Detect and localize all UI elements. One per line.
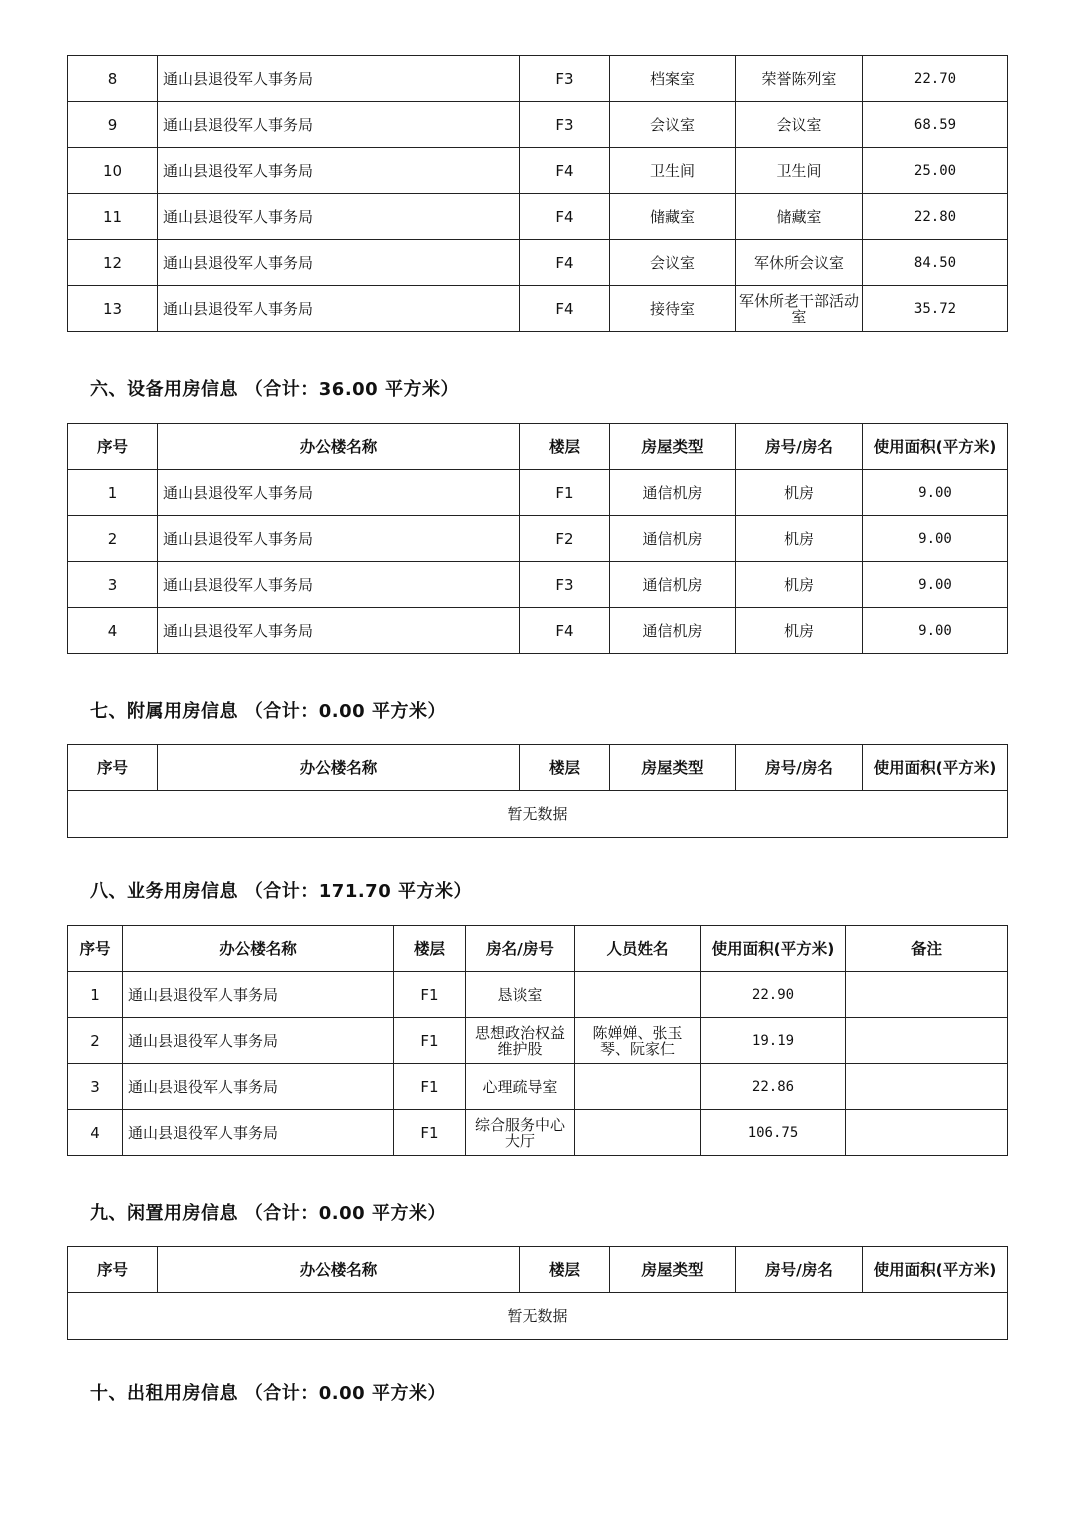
cell-building: 通山县退役军人事务局 (123, 1018, 394, 1064)
section-heading-ancillary: 七、附属用房信息 （合计：0.00 平方米） (90, 701, 446, 722)
header-floor: 楼层 (520, 424, 610, 470)
cell-area: 25.00 (863, 148, 1008, 194)
header-index: 序号 (68, 1247, 158, 1293)
cell-room-name: 综合服务中心大厅 (466, 1110, 575, 1156)
cell-floor: F3 (520, 102, 610, 148)
cell-floor: F4 (520, 148, 610, 194)
cell-remarks (846, 1110, 1008, 1156)
office-room-table-continued (67, 55, 1008, 332)
cell-floor: F4 (520, 608, 610, 654)
header-room-name: 房号/房名 (736, 1247, 863, 1293)
cell-room-name: 心理疏导室 (466, 1064, 575, 1110)
section-heading-equipment: 六、设备用房信息 （合计：36.00 平方米） (90, 379, 459, 400)
cell-building: 通山县退役军人事务局 (158, 470, 520, 516)
header-staff-name: 人员姓名 (575, 926, 701, 972)
header-area: 使用面积(平方米) (863, 424, 1008, 470)
cell-building: 通山县退役军人事务局 (158, 194, 520, 240)
header-room-name: 房号/房名 (736, 745, 863, 791)
cell-area: 9.00 (863, 516, 1008, 562)
table-empty-row (68, 791, 1008, 838)
cell-index: 8 (68, 56, 158, 102)
cell-building: 通山县退役军人事务局 (158, 608, 520, 654)
cell-remarks (846, 972, 1008, 1018)
cell-index: 10 (68, 148, 158, 194)
table-header-row (68, 424, 1008, 470)
table-row (68, 608, 1008, 654)
header-room-type: 房屋类型 (610, 424, 736, 470)
cell-remarks (846, 1018, 1008, 1064)
cell-area: 22.90 (701, 972, 846, 1018)
cell-area: 19.19 (701, 1018, 846, 1064)
header-remarks: 备注 (846, 926, 1008, 972)
cell-room-name: 卫生间 (736, 148, 863, 194)
cell-floor: F3 (520, 562, 610, 608)
table-row (68, 470, 1008, 516)
table-row (68, 972, 1008, 1018)
cell-room-type: 储藏室 (610, 194, 736, 240)
empty-message: 暂无数据 (68, 1293, 1008, 1340)
equipment-room-table (67, 423, 1008, 654)
header-building: 办公楼名称 (158, 745, 520, 791)
table-row (68, 286, 1008, 332)
table-header-row (68, 745, 1008, 791)
cell-index: 4 (68, 608, 158, 654)
cell-room-type: 卫生间 (610, 148, 736, 194)
cell-area: 9.00 (863, 608, 1008, 654)
cell-index: 9 (68, 102, 158, 148)
table-row (68, 240, 1008, 286)
table-empty-row (68, 1293, 1008, 1340)
cell-floor: F4 (520, 194, 610, 240)
cell-room-type: 接待室 (610, 286, 736, 332)
header-room-name: 房名/房号 (466, 926, 575, 972)
cell-room-name: 思想政治权益维护股 (466, 1018, 575, 1064)
cell-room-type: 通信机房 (610, 470, 736, 516)
cell-area: 22.80 (863, 194, 1008, 240)
cell-floor: F2 (520, 516, 610, 562)
cell-index: 2 (68, 1018, 123, 1064)
cell-building: 通山县退役军人事务局 (158, 148, 520, 194)
cell-building: 通山县退役军人事务局 (158, 562, 520, 608)
cell-room-name: 军休所老干部活动室 (736, 286, 863, 332)
cell-area: 35.72 (863, 286, 1008, 332)
cell-floor: F4 (520, 286, 610, 332)
idle-room-table (67, 1246, 1008, 1340)
cell-area: 106.75 (701, 1110, 846, 1156)
cell-floor: F3 (520, 56, 610, 102)
cell-building: 通山县退役军人事务局 (158, 102, 520, 148)
cell-area: 9.00 (863, 470, 1008, 516)
cell-room-type: 会议室 (610, 240, 736, 286)
cell-area: 68.59 (863, 102, 1008, 148)
cell-building: 通山县退役军人事务局 (123, 972, 394, 1018)
cell-area: 9.00 (863, 562, 1008, 608)
cell-room-type: 通信机房 (610, 516, 736, 562)
cell-floor: F1 (394, 972, 466, 1018)
cell-room-type: 通信机房 (610, 608, 736, 654)
table-row (68, 56, 1008, 102)
cell-staff-name (575, 972, 701, 1018)
cell-room-name: 机房 (736, 470, 863, 516)
table-row (68, 562, 1008, 608)
cell-area: 22.70 (863, 56, 1008, 102)
table-header-row (68, 1247, 1008, 1293)
header-floor: 楼层 (520, 745, 610, 791)
cell-staff-name (575, 1064, 701, 1110)
cell-building: 通山县退役军人事务局 (123, 1064, 394, 1110)
cell-room-name: 荣誉陈列室 (736, 56, 863, 102)
header-room-name: 房号/房名 (736, 424, 863, 470)
cell-index: 1 (68, 470, 158, 516)
header-building: 办公楼名称 (158, 424, 520, 470)
cell-room-name: 机房 (736, 608, 863, 654)
cell-room-name: 储藏室 (736, 194, 863, 240)
table-header-row (68, 926, 1008, 972)
cell-room-name: 会议室 (736, 102, 863, 148)
header-room-type: 房屋类型 (610, 745, 736, 791)
header-index: 序号 (68, 926, 123, 972)
header-room-type: 房屋类型 (610, 1247, 736, 1293)
cell-floor: F4 (520, 240, 610, 286)
cell-index: 3 (68, 1064, 123, 1110)
cell-building: 通山县退役军人事务局 (158, 286, 520, 332)
ancillary-room-table (67, 744, 1008, 838)
cell-floor: F1 (394, 1064, 466, 1110)
table-row (68, 1110, 1008, 1156)
table-row (68, 148, 1008, 194)
cell-area: 22.86 (701, 1064, 846, 1110)
header-area: 使用面积(平方米) (701, 926, 846, 972)
cell-floor: F1 (394, 1018, 466, 1064)
header-index: 序号 (68, 745, 158, 791)
cell-room-type: 档案室 (610, 56, 736, 102)
section-heading-business: 八、业务用房信息 （合计：171.70 平方米） (90, 881, 472, 902)
header-area: 使用面积(平方米) (863, 745, 1008, 791)
cell-room-name: 机房 (736, 562, 863, 608)
cell-remarks (846, 1064, 1008, 1110)
table-row (68, 102, 1008, 148)
section-heading-rental: 十、出租用房信息 （合计：0.00 平方米） (90, 1383, 446, 1404)
cell-room-type: 会议室 (610, 102, 736, 148)
cell-building: 通山县退役军人事务局 (158, 240, 520, 286)
cell-room-name: 恳谈室 (466, 972, 575, 1018)
cell-index: 11 (68, 194, 158, 240)
cell-staff-name (575, 1110, 701, 1156)
table-row (68, 1018, 1008, 1064)
table-row (68, 194, 1008, 240)
cell-room-name: 机房 (736, 516, 863, 562)
header-floor: 楼层 (520, 1247, 610, 1293)
cell-floor: F1 (394, 1110, 466, 1156)
cell-floor: F1 (520, 470, 610, 516)
cell-room-type: 通信机房 (610, 562, 736, 608)
header-index: 序号 (68, 424, 158, 470)
cell-building: 通山县退役军人事务局 (158, 56, 520, 102)
business-room-table (67, 925, 1008, 1156)
header-floor: 楼层 (394, 926, 466, 972)
cell-index: 12 (68, 240, 158, 286)
cell-index: 2 (68, 516, 158, 562)
table-row (68, 1064, 1008, 1110)
cell-area: 84.50 (863, 240, 1008, 286)
empty-message: 暂无数据 (68, 791, 1008, 838)
cell-index: 13 (68, 286, 158, 332)
cell-room-name: 军休所会议室 (736, 240, 863, 286)
table-row (68, 516, 1008, 562)
header-building: 办公楼名称 (123, 926, 394, 972)
cell-index: 4 (68, 1110, 123, 1156)
header-area: 使用面积(平方米) (863, 1247, 1008, 1293)
cell-building: 通山县退役军人事务局 (158, 516, 520, 562)
section-heading-idle: 九、闲置用房信息 （合计：0.00 平方米） (90, 1203, 446, 1224)
cell-building: 通山县退役军人事务局 (123, 1110, 394, 1156)
cell-index: 3 (68, 562, 158, 608)
cell-index: 1 (68, 972, 123, 1018)
header-building: 办公楼名称 (158, 1247, 520, 1293)
cell-staff-name: 陈婵婵、张玉琴、阮家仁 (575, 1018, 701, 1064)
